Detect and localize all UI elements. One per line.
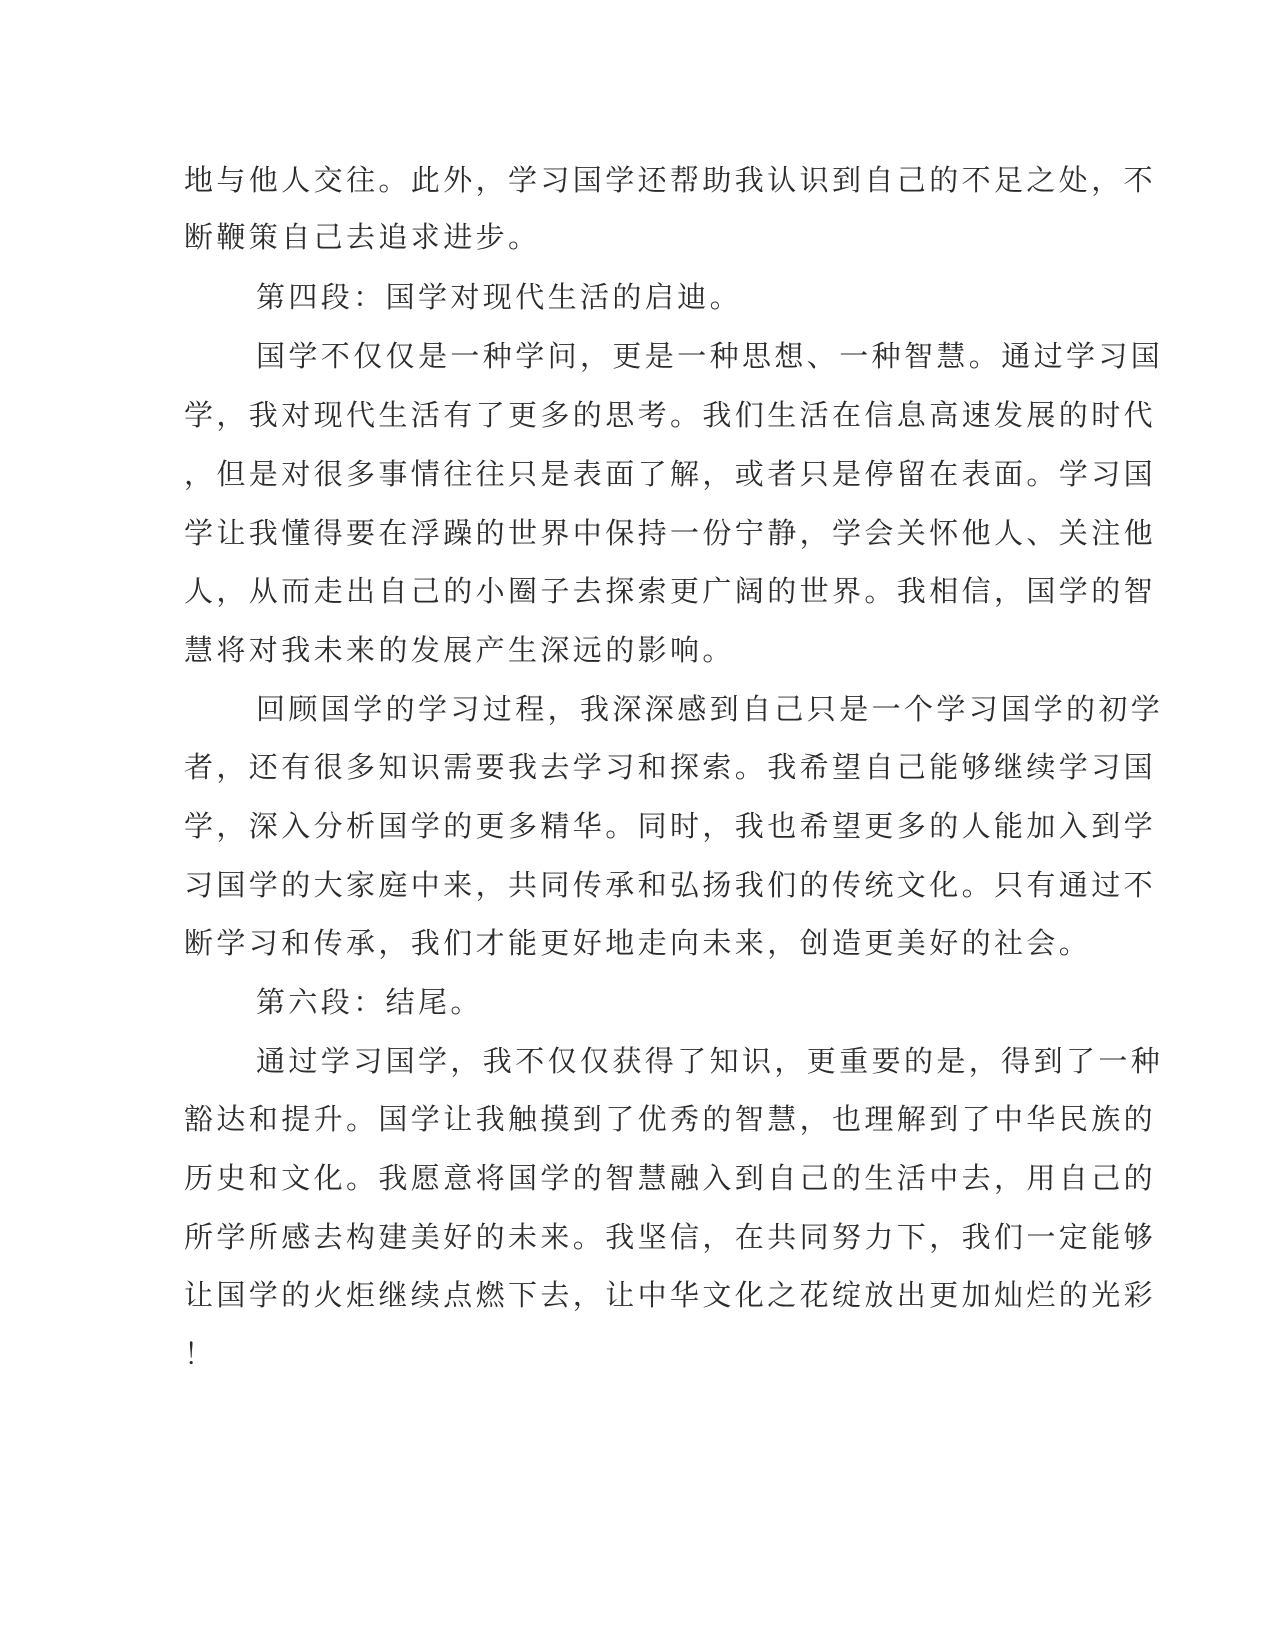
text-line: 断学习和传承，我们才能更好地走向未来，创造更美好的社会。 (184, 926, 1092, 960)
text-line: 人，从而走出自己的小圈子去探索更广阔的世界。我相信，国学的智 (184, 574, 1157, 608)
text-line: 历史和文化。我愿意将国学的智慧融入到自己的生活中去，用自己的 (184, 1161, 1157, 1195)
text-line: ，但是对很多事情往往只是表面了解，或者只是停留在表面。学习国 (184, 457, 1157, 491)
text-line: 学，深入分析国学的更多精华。同时，我也希望更多的人能加入到学 (184, 809, 1157, 843)
text-line: 国学不仅仅是一种学问，更是一种思想、一种智慧。通过学习国 (256, 339, 1164, 373)
text-line: 学，我对现代生活有了更多的思考。我们生活在信息高速发展的时代 (184, 398, 1157, 432)
section-heading-6: 第六段：结尾。 (256, 985, 483, 1019)
section-heading-4: 第四段：国学对现代生活的启迪。 (256, 280, 743, 314)
text-line: 回顾国学的学习过程，我深深感到自己只是一个学习国学的初学 (256, 692, 1164, 726)
text-line: 断鞭策自己去追求进步。 (184, 220, 541, 254)
text-line: ！ (184, 1337, 217, 1371)
text-line: 让国学的火炬继续点燃下去，让中华文化之花绽放出更加灿烂的光彩 (184, 1278, 1157, 1312)
text-line: 习国学的大家庭中来，共同传承和弘扬我们的传统文化。只有通过不 (184, 868, 1157, 902)
text-line: 所学所感去构建美好的未来。我坚信，在共同努力下，我们一定能够 (184, 1220, 1157, 1254)
text-line: 慧将对我未来的发展产生深远的影响。 (184, 633, 735, 667)
text-line: 地与他人交往。此外，学习国学还帮助我认识到自己的不足之处，不 (184, 163, 1157, 197)
text-line: 豁达和提升。国学让我触摸到了优秀的智慧，也理解到了中华民族的 (184, 1102, 1157, 1136)
text-line: 通过学习国学，我不仅仅获得了知识，更重要的是，得到了一种 (256, 1044, 1164, 1078)
text-line: 者，还有很多知识需要我去学习和探索。我希望自己能够继续学习国 (184, 750, 1157, 784)
text-line: 学让我懂得要在浮躁的世界中保持一份宁静，学会关怀他人、关注他 (184, 516, 1157, 550)
